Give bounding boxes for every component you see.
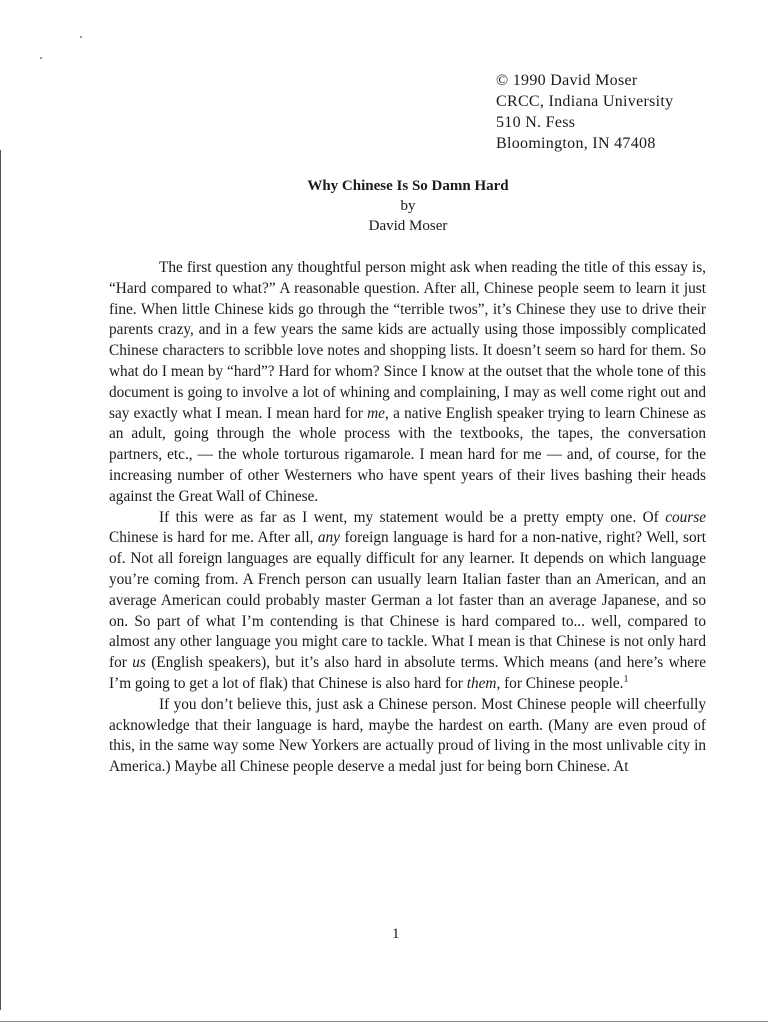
paragraph-3	[109, 695, 706, 778]
city-line: Bloomington, IN 47408	[496, 135, 656, 152]
street-line: 510 N. Fess	[496, 114, 576, 131]
emphasis-text: any	[317, 529, 340, 547]
byline-author: David Moser	[368, 218, 448, 234]
paragraph-text: , a native English speaker trying to learn Chinese as an adult, going through the whole process with the textbooks, the tapes, the conversation partners, etc., — the whole torturous rigamarole. I mean hard for me — and, of course, for the increasing number of other Westerners who have spent years of their lives bashing their heads against the Great Wall of Chinese.	[109, 404, 706, 505]
emphasis-text: course	[665, 508, 706, 526]
affiliation-line: CRCC, Indiana University	[496, 93, 674, 110]
paragraph-text: for Chinese people.	[500, 674, 624, 692]
paragraph-text: The first question any thoughtful person might ask when reading the title of this essay is, “Hard compared to what?” A reasonable question. After all, Chinese people seem to learn it just fine. When little Chinese kids go through the “terrible twos”, it’s Chinese they use to drive their parents crazy, and in a few years the same kids are actually using those impossibly complicated Chinese characters to scribble love notes and shopping lists. It doesn’t seem so hard for them. So what do I mean by “hard”? Hard for whom? Since I know at the outset that the whole tone of this document is going to involve a lot of whining and complaining, I may as well come right out and say exactly what I mean. I mean hard for	[109, 259, 706, 422]
essay-title: Why Chinese Is So Damn Hard	[307, 178, 509, 194]
paragraph-text: (English speakers), but it’s also hard in absolute terms. Which means (and here’s where I’m going to get a lot of flak) that Chinese is also hard for	[109, 654, 706, 692]
page-number: 1	[392, 926, 400, 942]
scan-bottom-edge	[0, 1021, 768, 1022]
copyright-line: © 1990 David Moser	[496, 72, 638, 89]
scan-left-edge	[0, 150, 1, 1010]
paragraph-text: foreign language is hard for a non-native, right? Well, sort of. Not all foreign languages are equally difficult for any learner. It depends on which language you’re coming from. A French person can usually learn Italian faster than an American, and an average American could probably master German a lot faster than an average Japanese, and so on. So part of what I’m contending is that Chinese is hard compared to... well, compared to almost any other language you might care to tackle. What I mean is that Chinese is not only hard for	[109, 529, 706, 672]
emphasis-text: us	[132, 654, 146, 672]
scan-speck	[40, 57, 42, 59]
paragraph-2	[109, 508, 706, 695]
emphasis-text: me	[367, 404, 385, 422]
paragraph-text: If this were as far as I went, my statement would be a pretty empty one. Of	[159, 508, 666, 526]
scan-speck	[80, 36, 82, 38]
title-block	[0, 176, 768, 236]
author-address-block	[496, 70, 673, 154]
byline-by: by	[400, 198, 416, 214]
essay-body	[109, 258, 706, 778]
paragraph-text: If you don’t believe this, just ask a Chinese person. Most Chinese people will cheerfully acknowledge that their language is hard, maybe the hardest on earth. (Many are even proud of this, in the same way some New Yorkers are actually proud of living in the most unlivable city in America.) Maybe all Chinese people deserve a medal just for being born Chinese. At	[109, 695, 706, 776]
emphasis-text: them,	[466, 674, 501, 692]
paragraph-1	[109, 258, 706, 508]
footnote-marker[interactable]: 1	[623, 673, 629, 685]
paragraph-text: Chinese is hard for me. After all,	[109, 529, 318, 547]
